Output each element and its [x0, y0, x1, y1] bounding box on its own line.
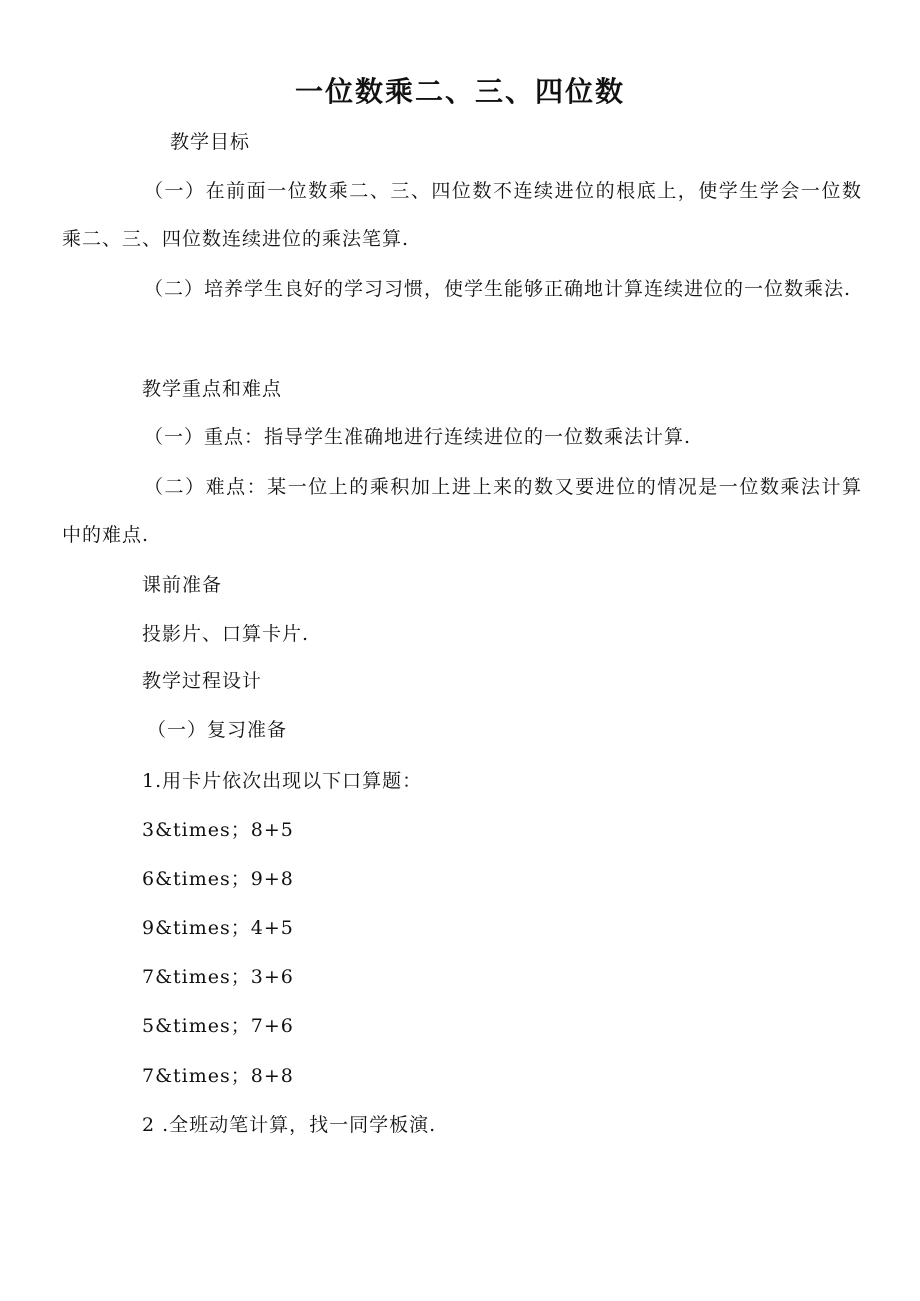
review-subheading: （一）复习准备 — [147, 719, 288, 741]
document-title: 一位数乘二、三、四位数 — [294, 75, 625, 108]
exercise-item: 5&times；7+6 — [142, 1015, 294, 1037]
goals-heading: 教学目标 — [170, 131, 251, 153]
exercise-item: 6&times；9+8 — [142, 868, 294, 890]
exercise-item: 7&times；8+8 — [142, 1065, 294, 1087]
goals-item-2: （二）培养学生良好的学习习惯，使学生能够正确地计算连续进位的一位数乘法. — [144, 278, 852, 300]
step-1-text: 1.用卡片依次出现以下口算题： — [142, 770, 423, 792]
goals-item-1: （一）在前面一位数乘二、三、四位数不连续进位的根底上，使学生学会一位数乘二、三、四位数连续进位的乘法笔算. — [62, 180, 862, 250]
prep-heading: 课前准备 — [142, 574, 223, 596]
key-points-heading: 教学重点和难点 — [142, 378, 283, 400]
exercise-item: 9&times；4+5 — [142, 917, 294, 939]
process-heading: 教学过程设计 — [142, 670, 263, 692]
key-point-item-2: （二）难点：某一位上的乘积加上进上来的数又要进位的情况是一位数乘法计算中的难点. — [62, 476, 862, 546]
step-2-text: 2 .全班动笔计算，找一同学板演. — [142, 1114, 437, 1136]
key-point-item-1: （一）重点：指导学生准确地进行连续进位的一位数乘法计算. — [144, 426, 692, 448]
exercise-item: 7&times；3+6 — [142, 966, 294, 988]
prep-content: 投影片、口算卡片. — [142, 623, 310, 645]
exercise-item: 3&times；8+5 — [142, 819, 294, 841]
